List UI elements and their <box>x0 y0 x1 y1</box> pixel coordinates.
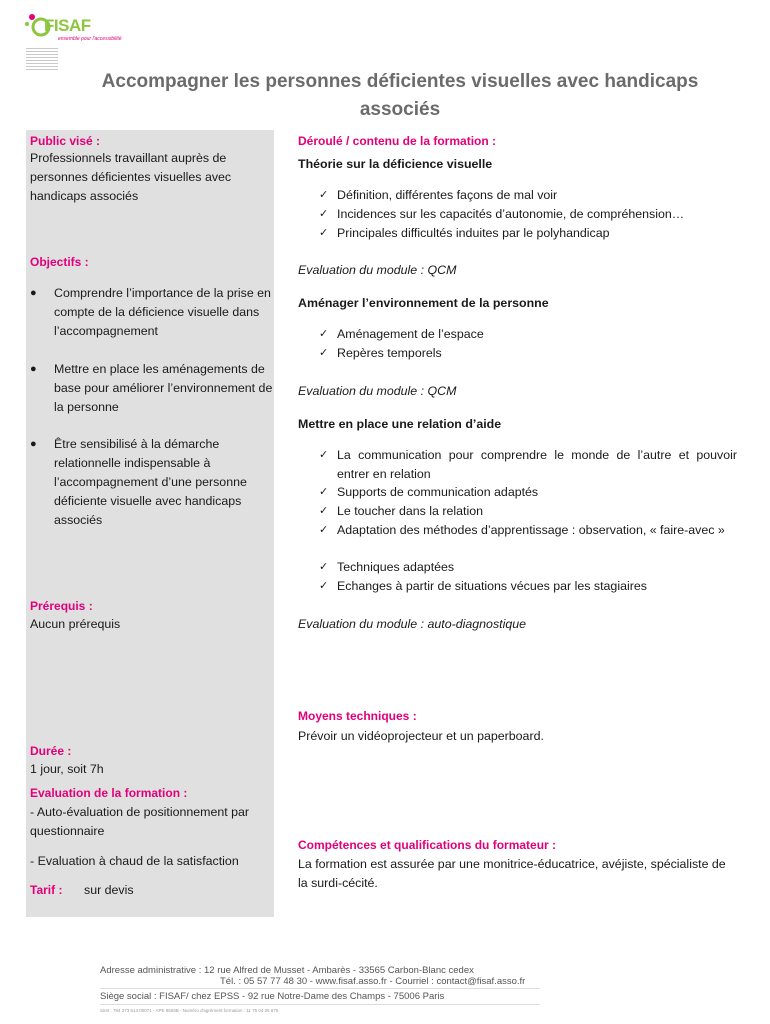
logo-address-lines <box>26 48 58 72</box>
logo-tagline: ensemble pour l'accessibilité <box>58 36 122 42</box>
checkmark-icon: ✓ <box>319 328 329 340</box>
logo-wordmark: FISAF <box>44 16 91 35</box>
duree-text: 1 jour, soit 7h <box>30 762 104 776</box>
module-item-text: Supports de communication adaptés <box>337 485 539 499</box>
module-item-text: Incidences sur les capacités d’autonomie, de compréhension… <box>337 207 685 221</box>
module-title: Mettre en place une relation d’aide <box>298 417 502 431</box>
checkmark-icon: ✓ <box>319 347 329 359</box>
bullet-icon: ● <box>30 363 37 375</box>
module-item-text: Repères temporels <box>337 346 442 360</box>
checkmark-icon: ✓ <box>319 208 329 220</box>
checkmark-icon: ✓ <box>319 580 329 592</box>
footer-contact: Tél. : 05 57 77 48 30 - www.fisaf.asso.fr - Courriel : contact@fisaf.asso.fr <box>220 976 526 987</box>
module-evaluation: Evaluation du module : auto-diagnostique <box>298 617 527 631</box>
moyens-text: Prévoir un vidéoprojecteur et un paperboard. <box>298 729 544 743</box>
module-title: Théorie sur la déficience visuelle <box>298 157 493 171</box>
footer-siret: Siret : 784 373 613 00071 - APE 8559B - Numéro d'agrément formation : 11 75 04 25 875 <box>100 1008 279 1013</box>
footer-divider <box>100 988 540 989</box>
checkmark-icon: ✓ <box>319 486 329 498</box>
checkmark-icon: ✓ <box>319 227 329 239</box>
module-item-text: Techniques adaptées <box>337 560 455 574</box>
competences-text: La formation est assurée par une monitrice-éducatrice, avéjiste, spécialiste de la surdi-cécité. <box>298 857 726 890</box>
prerequis-text: Aucun prérequis <box>30 617 121 631</box>
module-item-text: Echanges à partir de situations vécues par les stagiaires <box>337 579 647 593</box>
module-item-text: Adaptation des méthodes d’apprentissage : observation, « faire-avec » <box>337 523 725 537</box>
evaluation-text-1: - Auto-évaluation de positionnement par questionnaire <box>30 805 250 838</box>
module-evaluation: Evaluation du module : QCM <box>298 384 457 398</box>
footer-siege: Siège social : FISAF/ chez EPSS - 92 rue Notre-Dame des Champs - 75006 Paris <box>100 991 445 1002</box>
objectif-text: Comprendre l’importance de la prise en compte de la déficience visuelle dans l’accompagnement <box>54 286 271 338</box>
tarif-text: sur devis <box>84 883 134 897</box>
checkmark-icon: ✓ <box>319 561 329 573</box>
prerequis-label: Prérequis : <box>30 599 93 613</box>
module-evaluation: Evaluation du module : QCM <box>298 263 457 277</box>
module-item-text: Principales difficultés induites par le polyhandicap <box>337 226 610 240</box>
objectif-text: Être sensibilisé à la démarche relationnelle indispensable à l’accompagnement d’une personne déficiente visuelle avec handicaps associés <box>54 437 247 527</box>
duree-label: Durée : <box>30 744 72 758</box>
tarif-label: Tarif : <box>30 883 63 897</box>
moyens-label: Moyens techniques : <box>298 709 417 723</box>
bullet-icon: ● <box>30 438 37 450</box>
competences-label: Compétences et qualifications du formateur : <box>298 838 557 852</box>
deroule-label: Déroulé / contenu de la formation : <box>298 134 497 148</box>
bullet-icon: ● <box>30 287 37 299</box>
module-item-text: Aménagement de l’espace <box>337 327 484 341</box>
page-title: Accompagner les personnes déficientes visuelles avec handicaps associés <box>101 71 699 120</box>
footer-divider <box>100 1004 540 1005</box>
checkmark-icon: ✓ <box>319 189 329 201</box>
evaluation-text-2: - Evaluation à chaud de la satisfaction <box>30 854 239 868</box>
public-text: Professionnels travaillant auprès de personnes déficientes visuelles avec handicaps associés <box>30 151 232 203</box>
module-title: Aménager l’environnement de la personne <box>298 296 549 310</box>
public-label: Public visé : <box>30 134 101 148</box>
module-item-text: La communication pour comprendre le monde de l’autre et pouvoir entrer en relation <box>337 448 737 481</box>
evaluation-label: Evaluation de la formation : <box>30 786 188 800</box>
checkmark-icon: ✓ <box>319 505 329 517</box>
checkmark-icon: ✓ <box>319 449 329 461</box>
fisaf-logo <box>22 8 122 70</box>
module-item-text: Le toucher dans la relation <box>337 504 484 518</box>
objectif-text: Mettre en place les aménagements de base pour améliorer l’environnement de la personne <box>54 362 273 414</box>
checkmark-icon: ✓ <box>319 524 329 536</box>
module-item-text: Définition, différentes façons de mal voir <box>337 188 558 202</box>
footer-address: Adresse administrative : 12 rue Alfred de Musset - Ambarès - 33565 Carbon-Blanc cedex <box>100 965 474 976</box>
objectifs-label: Objectifs : <box>30 255 89 269</box>
